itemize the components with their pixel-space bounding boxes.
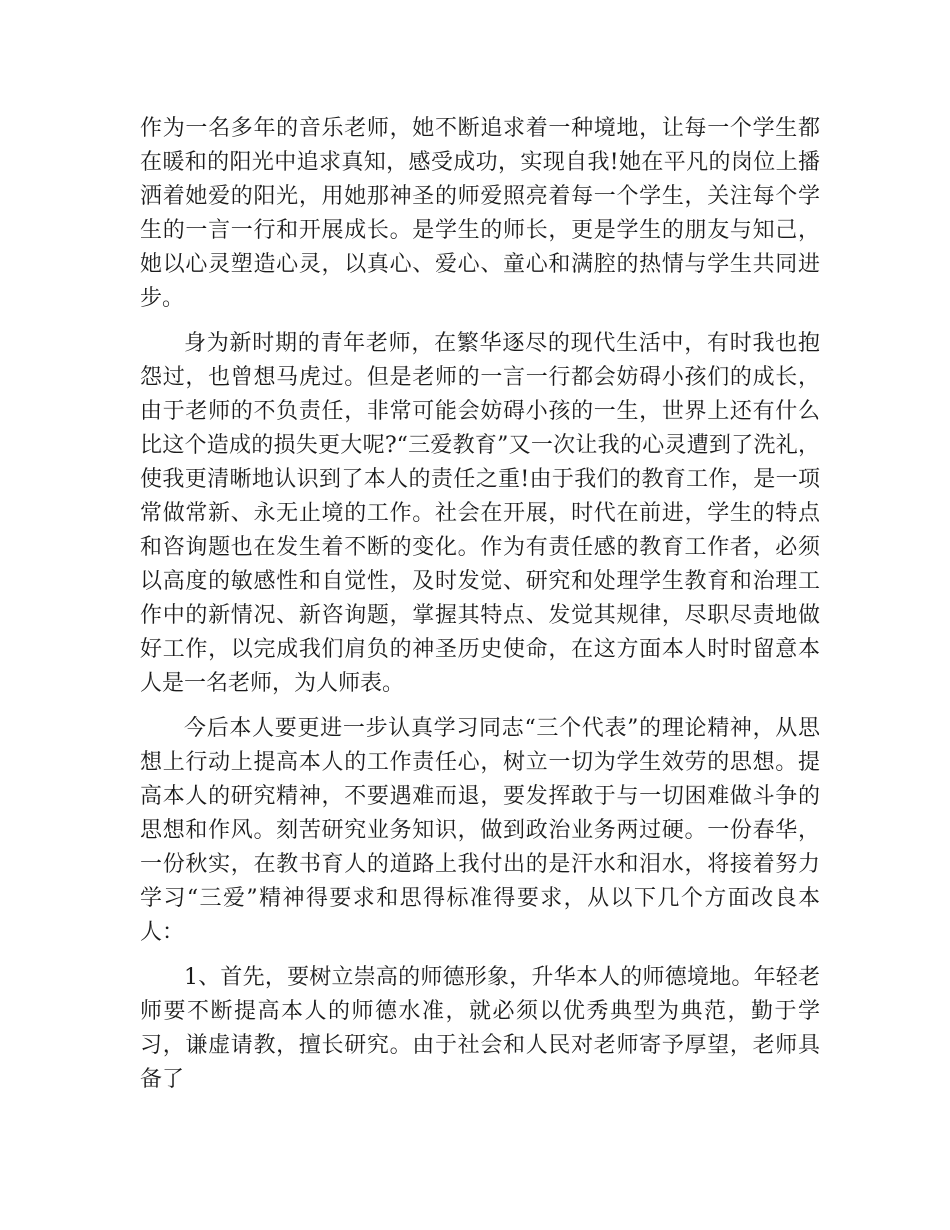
paragraph-gap (140, 701, 820, 712)
paragraph-gap (140, 316, 820, 327)
paragraph-3: 今后本人要更进一步认真学习同志“三个代表”的理论精神，从思想上行动上提高本人的工作责任心，树立一切为学生效劳的思想。提高本人的研究精神，不要遇难而退，要发挥敢于与一切困难做斗争的思想和作风。刻苦研究业务知识，做到政治业务两过硬。一份春华，一份秋实，在教书育人的道路上我付出的是汗水和泪水，将接着努力学习“三爱”精神得要求和思得标准得要求，从以下几个方面改良本人： (140, 716, 820, 945)
paragraph-2: 身为新时期的青年老师，在繁华逐尽的现代生活中，有时我也抱怨过，也曾想马虎过。但是老师的一言一行都会妨碍小孩们的成长，由于老师的不负责任，非常可能会妨碍小孩的一生，世界上还有什么比这个造成的损失更大呢?“三爱教育”又一次让我的心灵遭到了洗礼，使我更清晰地认识到了本人的责任之重!由于我们的教育工作，是一项常做常新、永无止境的工作。社会在开展，时代在前进，学生的特点和咨询题也在发生着不断的变化。作为有责任感的教育工作者，必须以高度的敏感性和自觉性，及时发觉、研究和处理学生教育和治理工作中的新情况、新咨询题，掌握其特点、发觉其规律，尽职尽责地做好工作，以完成我们肩负的神圣历史使命，在这方面本人时时留意本人是一名老师，为人师表。 (140, 331, 820, 696)
paragraph-4: 1、首先，要树立崇高的师德形象，升华本人的师德境地。年轻老师要不断提高本人的师德水准，就必须以优秀典型为典范，勤于学习，谦虚请教，擅长研究。由于社会和人民对老师寄予厚望，老师具备了 (140, 965, 820, 1092)
paragraph-gap (140, 950, 820, 961)
paragraph-1: 作为一名多年的音乐老师，她不断追求着一种境地，让每一个学生都在暖和的阳光中追求真知，感受成功，实现自我!她在平凡的岗位上播洒着她爱的阳光，用她那神圣的师爱照亮着每一个学生，关注每个学生的一言一行和开展成长。是学生的师长，更是学生的朋友与知己，她以心灵塑造心灵，以真心、爱心、童心和满腔的热情与学生共同进步。 (140, 116, 820, 311)
document-page (140, 112, 820, 1097)
